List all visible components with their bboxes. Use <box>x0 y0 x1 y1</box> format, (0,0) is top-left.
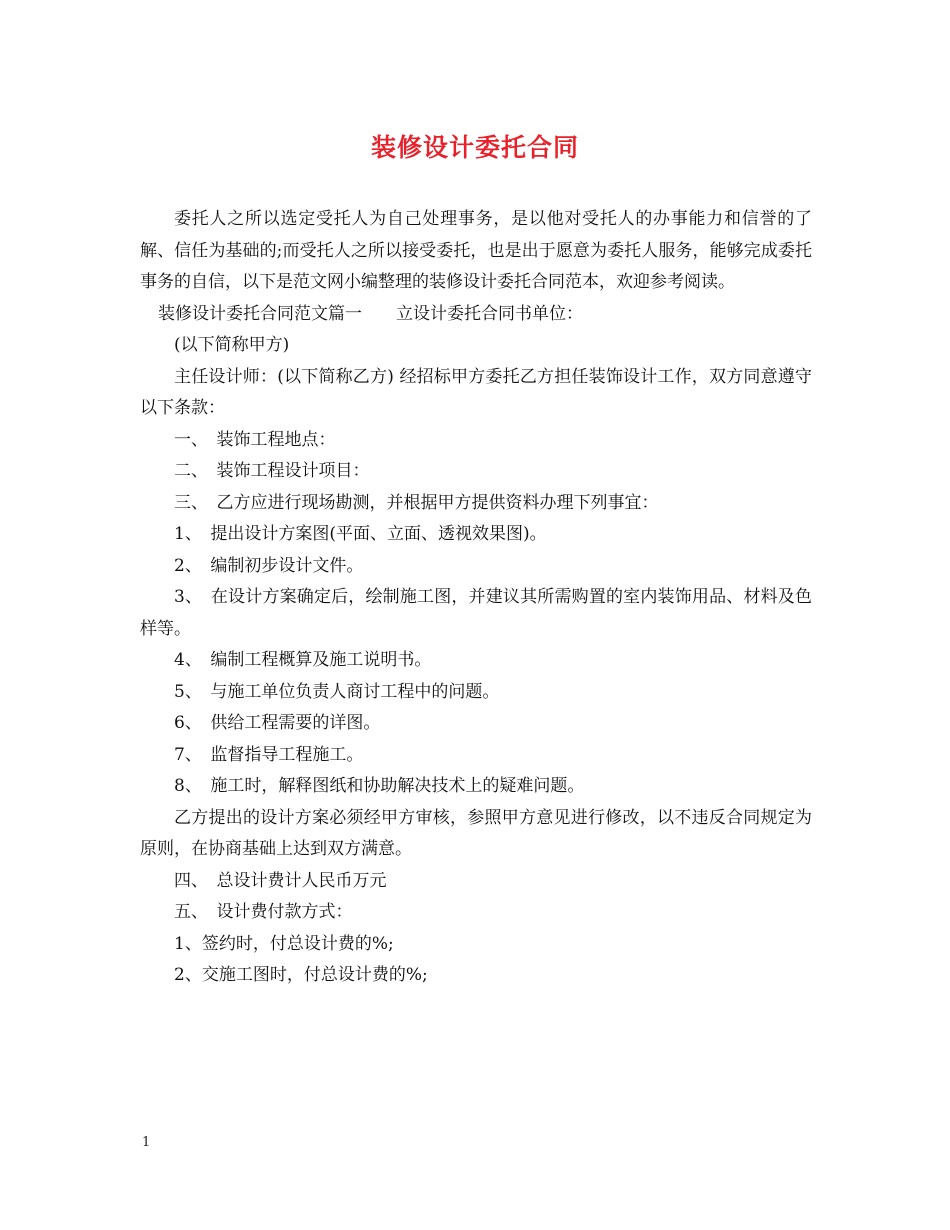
party-a-line: (以下简称甲方) <box>174 335 290 355</box>
clause-3-item-3: 3、 在设计方案确定后，绘制施工图，并建议其所需购置的室内装饰用品、材料及色样等。 <box>140 587 812 639</box>
clause-4: 四、 总设计费计人民币万元 <box>174 870 387 891</box>
clause-3-item-1: 1、 提出设计方案图(平面、立面、透视效果图)。 <box>174 524 547 544</box>
clause-5-item-1: 1、签约时，付总设计费的%; <box>174 933 394 954</box>
clause-3-item-4: 4、 编制工程概算及施工说明书。 <box>174 650 432 670</box>
document-title: 装修设计委托合同 <box>370 133 579 162</box>
clause-3-item-5: 5、 与施工单位负责人商讨工程中的问题。 <box>174 681 500 702</box>
clause-3-item-8: 8、 施工时，解释图纸和协助解决技术上的疑难问题。 <box>174 776 585 796</box>
party-b-paragraph: 主任设计师：(以下简称乙方) 经招标甲方委托乙方担任装饰设计工作，双方同意遵守以下条款： <box>140 366 812 418</box>
clause-5-item-2: 2、交施工图时，付总设计费的%; <box>174 965 428 985</box>
review-paragraph: 乙方提出的设计方案必须经甲方审核，参照甲方意见进行修改，以不违反合同规定为原则，在协商基础上达到双方满意。 <box>140 807 812 859</box>
clause-3-item-2: 2、 编制初步设计文件。 <box>174 555 364 576</box>
clause-5: 五、 设计费付款方式： <box>174 902 353 922</box>
clause-3-item-7: 7、 监督指导工程施工。 <box>174 744 364 765</box>
clause-3-item-6: 6、 供给工程需要的详图。 <box>174 713 381 733</box>
document-body <box>140 204 812 992</box>
clause-3: 三、 乙方应进行现场勘测，并根据甲方提供资料办理下列事宜： <box>174 492 659 513</box>
intro-paragraph: 委托人之所以选定受托人为自己处理事务，是以他对受托人的办事能力和信誉的了解、信任为基础的;而受托人之所以接受委托，也是出于愿意为委托人服务，能够完成委托事务的自信，以下是范文网小编整理的装修设计委托合同范本，欢迎参考阅读。 <box>140 209 812 292</box>
clause-1: 一、 装饰工程地点： <box>174 429 336 450</box>
page-number: 1 <box>142 1135 151 1150</box>
sample-heading-line: 装修设计委托合同范文篇一 立设计委托合同书单位： <box>158 303 583 324</box>
clause-2: 二、 装饰工程设计项目： <box>174 461 370 481</box>
